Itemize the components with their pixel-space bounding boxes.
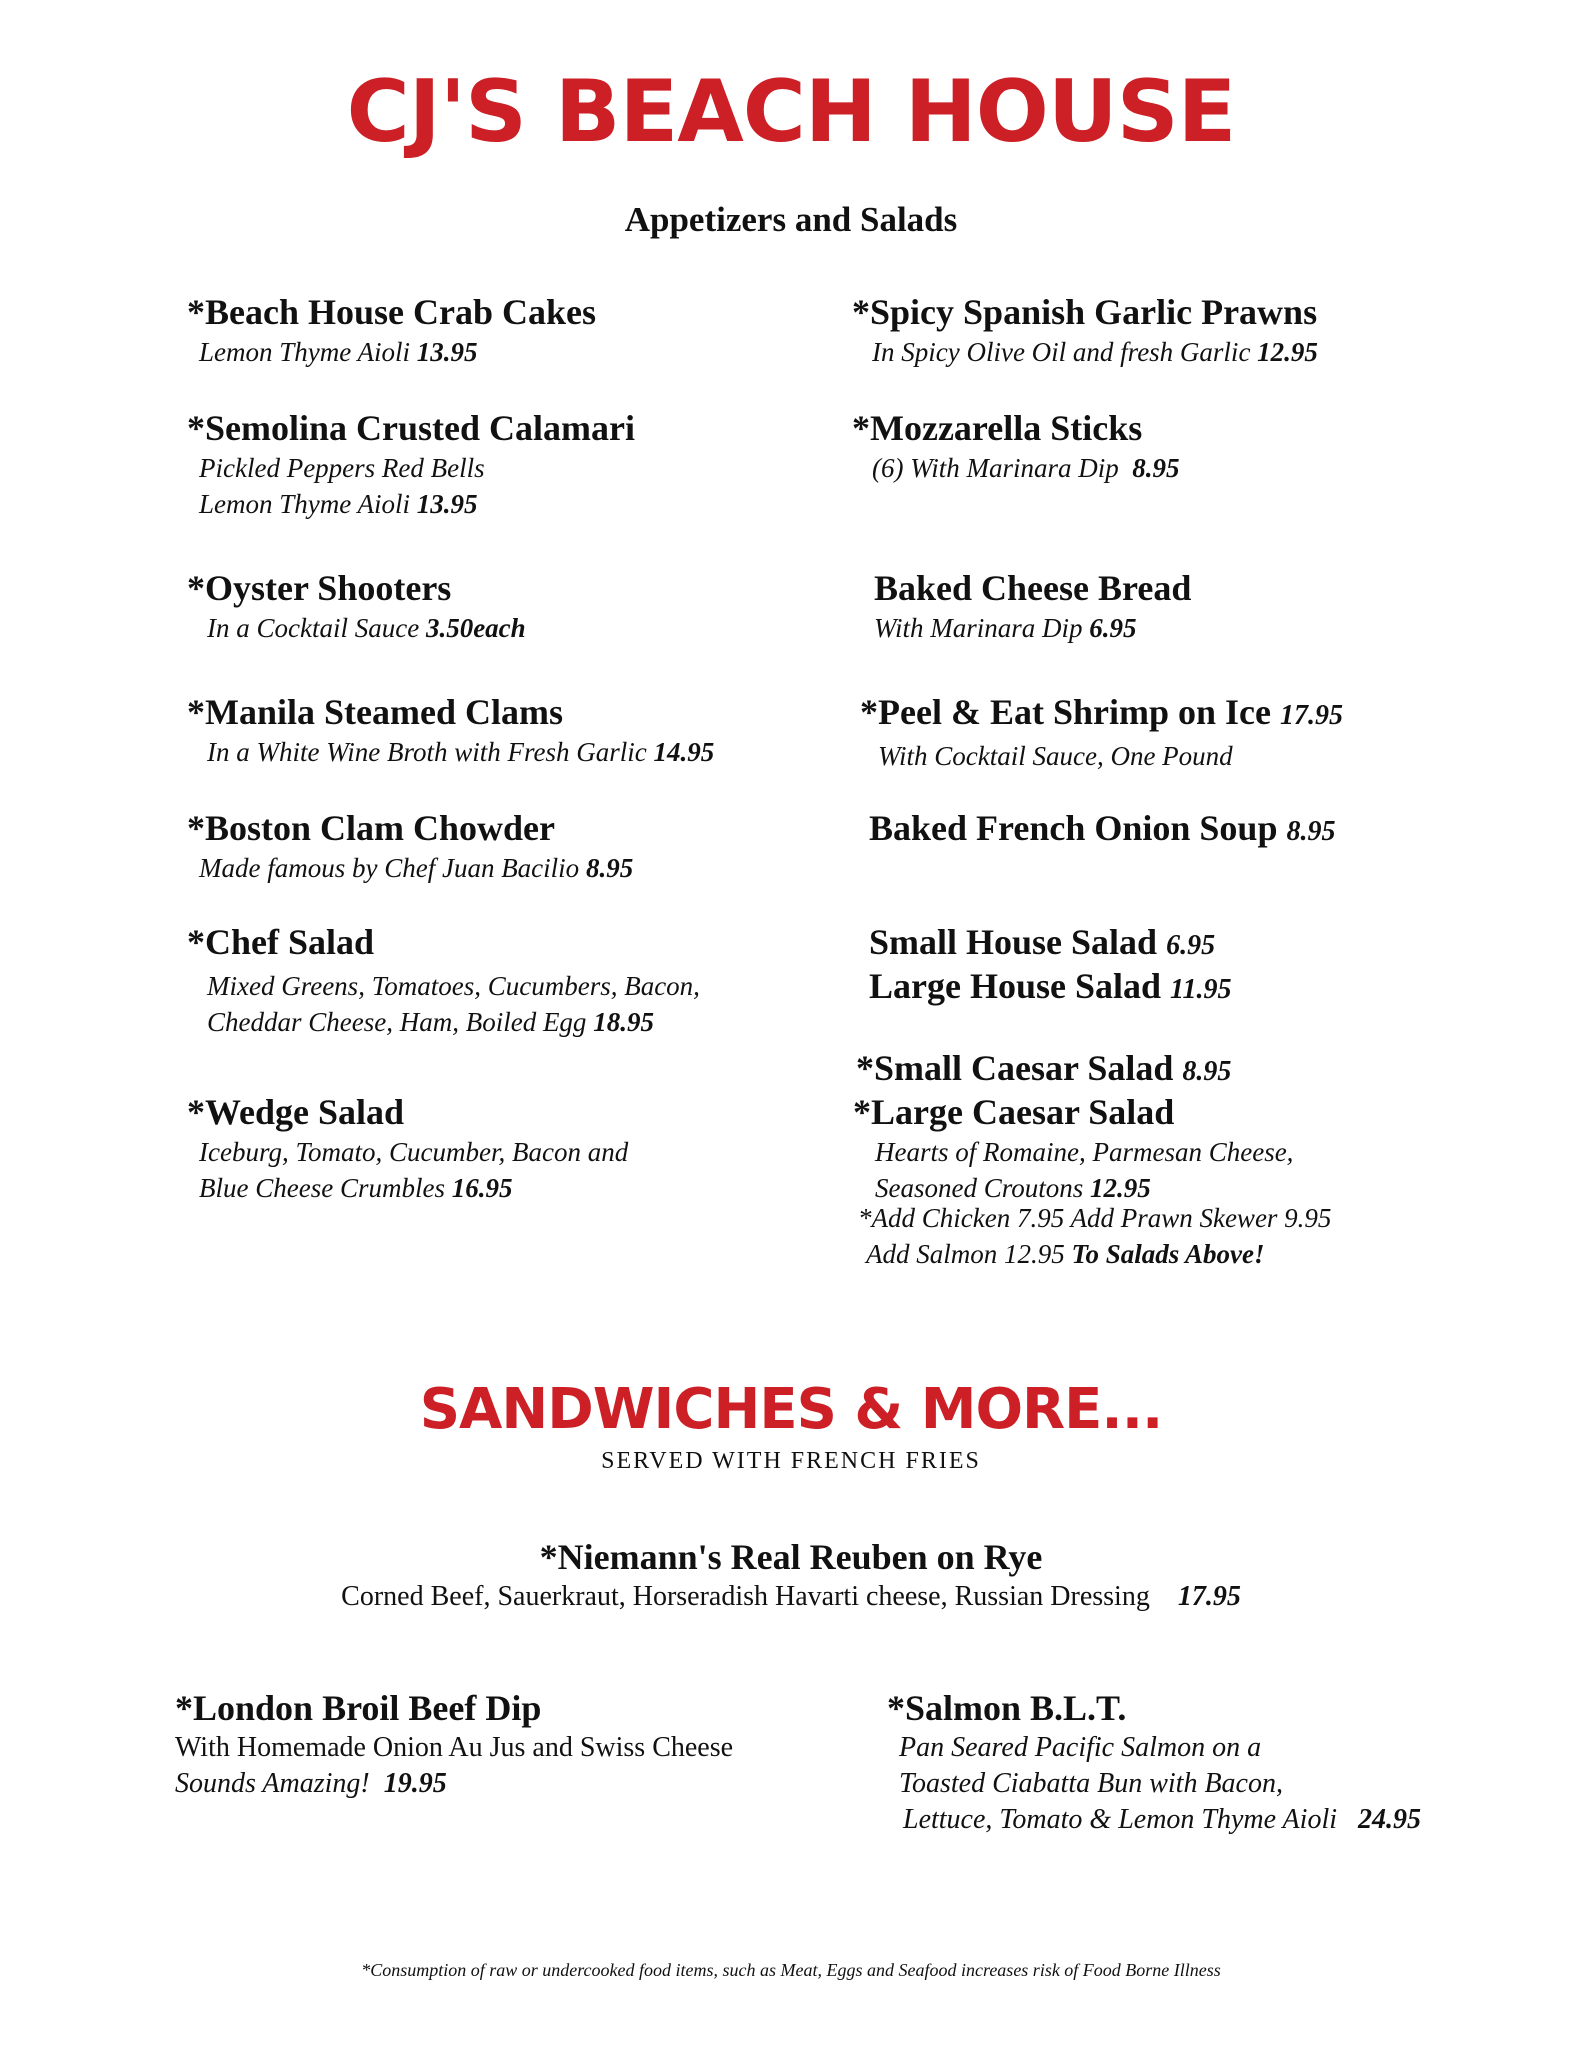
item-price: 8.95 [1132,453,1180,483]
item-description: Corned Beef, Sauerkraut, Horseradish Havarti cheese, Russian Dressing 17.95 [341,1581,1241,1612]
menu-item-beef-dip [175,1686,733,1802]
menu-item-french-onion-soup [869,806,1335,854]
menu-item-clam-chowder [187,806,633,886]
item-name: *Large Caesar Salad [853,1092,1175,1132]
menu-item-small-house-salad [869,920,1215,968]
item-name: *Semolina Crusted Calamari [187,408,635,448]
appetizers-heading: Appetizers and Salads [624,200,958,239]
item-name: *Oyster Shooters [187,568,452,608]
item-price: 12.95 [1090,1173,1151,1203]
item-price: 13.95 [416,337,478,367]
sandwiches-heading: SANDWICHES & MORE... [419,1377,1163,1442]
item-price: 14.95 [653,737,715,767]
health-disclaimer: *Consumption of raw or undercooked food items, such as Meat, Eggs and Seafood increases risk of Food Borne Illness [361,1960,1221,1980]
item-name: *Manila Steamed Clams [187,692,563,732]
menu-item-large-caesar-salad [853,1090,1293,1206]
menu-item-wedge-salad [187,1090,628,1206]
menu-item-calamari [187,406,635,522]
item-description: With Cocktail Sauce, One Pound [878,741,1233,771]
item-description: Made famous by Chef Juan Bacilio 8.95 [199,853,634,883]
addon-line: Add Salmon 12.95 To Salads Above! [866,1239,1265,1269]
item-description: Hearts of Romaine, Parmesan Cheese, [875,1137,1294,1167]
item-name: *Wedge Salad [187,1092,405,1132]
item-name: *Salmon B.L.T. [887,1688,1127,1728]
item-name: *London Broil Beef Dip [175,1688,542,1728]
item-description: Mixed Greens, Tomatoes, Cucumbers, Bacon, [207,971,700,1001]
item-name: Baked Cheese Bread [874,568,1192,608]
item-price: 17.95 [1279,700,1343,731]
item-description: Blue Cheese Crumbles 16.95 [199,1173,513,1203]
item-price: 13.95 [416,489,478,519]
menu-item-mozzarella-sticks [852,406,1180,486]
menu-item-reuben [0,1535,1582,1615]
item-name: Large House Salad 11.95 [869,966,1232,1006]
item-name: *Small Caesar Salad 8.95 [856,1048,1232,1088]
menu-item-clams [187,690,714,770]
item-description: Lemon Thyme Aioli 13.95 [199,337,478,367]
item-description: Lettuce, Tomato & Lemon Thyme Aioli 24.95 [903,1804,1421,1835]
item-price: 16.95 [451,1173,513,1203]
item-name: *Boston Clam Chowder [187,808,556,848]
menu-item-peel-eat-shrimp [860,690,1343,774]
item-name: Baked French Onion Soup 8.95 [869,808,1336,848]
item-price: 6.95 [1166,930,1216,961]
menu-item-small-caesar-salad [856,1046,1231,1094]
item-name: *Beach House Crab Cakes [187,292,597,332]
item-description: In Spicy Olive Oil and fresh Garlic 12.95 [872,337,1318,367]
item-description: Pickled Peppers Red Bells [199,453,485,483]
item-price: 19.95 [383,1768,447,1799]
menu-item-crab-cakes [187,290,596,370]
item-price: 11.95 [1170,974,1232,1005]
item-name: *Chef Salad [187,922,375,962]
menu-item-salmon-blt [887,1686,1421,1838]
salad-addons [858,1200,1331,1272]
item-name: Small House Salad 6.95 [869,922,1216,962]
item-price: 8.95 [585,853,634,883]
item-description: Sounds Amazing! 19.95 [175,1768,447,1799]
item-name: *Peel & Eat Shrimp on Ice 17.95 [860,692,1343,732]
addon-line: *Add Chicken 7.95 Add Prawn Skewer 9.95 [858,1203,1332,1233]
item-description: In a Cocktail Sauce 3.50each [207,613,526,643]
menu-item-chef-salad [187,920,700,1040]
menu-item-oyster-shooters [187,566,526,646]
item-price: 12.95 [1257,337,1318,367]
item-description: Toasted Ciabatta Bun with Bacon, [899,1768,1283,1799]
item-price: 8.95 [1182,1056,1232,1087]
sandwiches-subheading: SERVED WITH FRENCH FRIES [601,1448,981,1474]
item-description: (6) With Marinara Dip 8.95 [872,453,1180,483]
item-price: 3.50each [425,613,526,643]
item-price: 18.95 [593,1007,654,1037]
item-price: 6.95 [1089,613,1137,643]
item-description: With Homemade Onion Au Jus and Swiss Cheese [175,1732,734,1763]
item-description: Pan Seared Pacific Salmon on a [899,1732,1262,1763]
menu-item-garlic-prawns [852,290,1318,370]
item-description: In a White Wine Broth with Fresh Garlic 14.95 [207,737,715,767]
item-price: 24.95 [1358,1804,1421,1835]
item-description: With Marinara Dip 6.95 [874,613,1137,643]
menu-item-large-house-salad [869,964,1232,1012]
item-price: 17.95 [1177,1581,1241,1612]
menu-item-cheese-bread [874,566,1191,646]
item-name: *Mozzarella Sticks [852,408,1143,448]
item-description: Cheddar Cheese, Ham, Boiled Egg 18.95 [207,1007,654,1037]
restaurant-title: CJ'S BEACH HOUSE [346,62,1236,162]
item-price: 8.95 [1286,816,1336,847]
addon-emphasis: To Salads Above! [1071,1239,1265,1269]
item-name: *Spicy Spanish Garlic Prawns [852,292,1318,332]
item-description: Seasoned Croutons 12.95 [875,1173,1151,1203]
item-description: Lemon Thyme Aioli 13.95 [199,489,478,519]
item-description: Iceburg, Tomato, Cucumber, Bacon and [199,1137,629,1167]
item-name: *Niemann's Real Reuben on Rye [539,1537,1043,1577]
